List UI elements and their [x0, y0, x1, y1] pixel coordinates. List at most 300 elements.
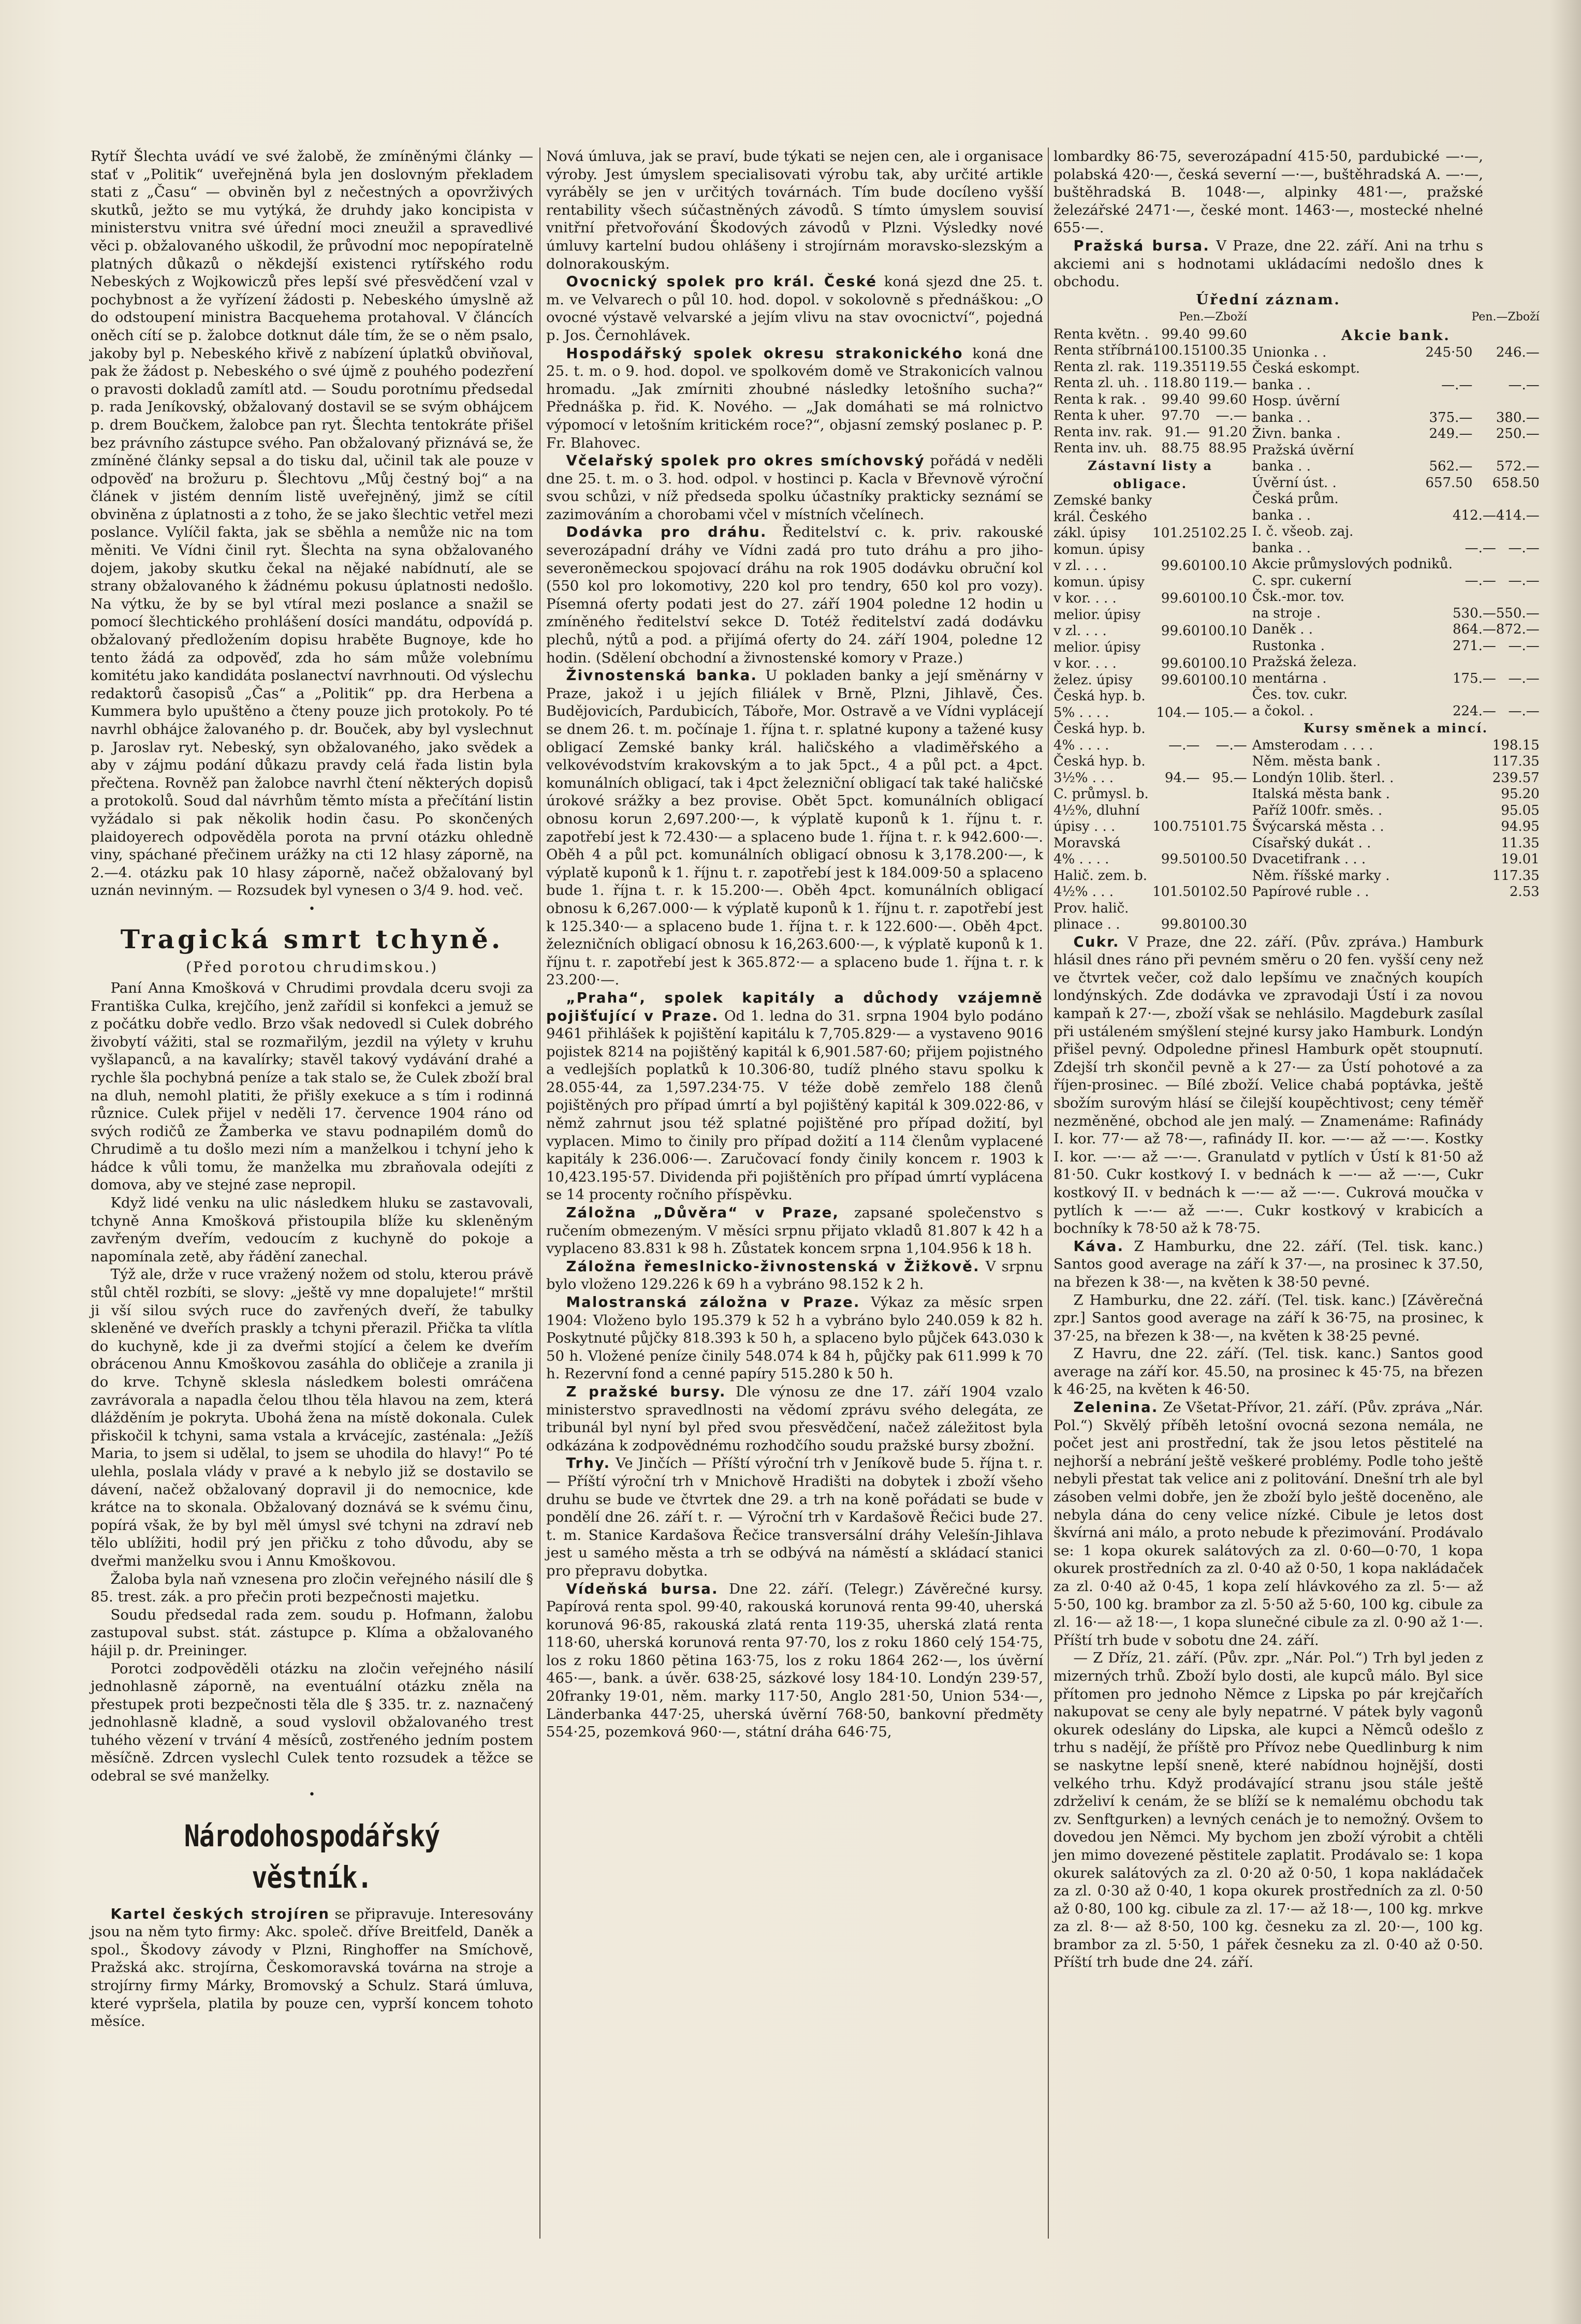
table-cell-label: Daněk . .	[1252, 622, 1313, 638]
table-cell-label: Renta stříbrná	[1053, 343, 1153, 359]
news-item	[1053, 237, 1483, 291]
table-row	[1252, 589, 1540, 606]
table-row	[1053, 607, 1247, 624]
table-cell-value	[1152, 575, 1199, 591]
table-row	[1252, 491, 1540, 508]
news-item	[546, 1293, 1043, 1383]
item-text: zapsané společenstvo s ručením obmezeným. V měsíci srpnu přijato vkladů 81.807 k 42 h a vyplaceno 83.831 k 98 h. Zůstatek koncem srpna 1,104.956 k 18 h.	[546, 1204, 1044, 1257]
table-cell-value: —.—	[1216, 737, 1247, 753]
paragraph	[91, 1905, 533, 2031]
table-cell-value	[1152, 493, 1199, 509]
table-row	[1053, 851, 1247, 868]
table-cell-value	[1199, 721, 1247, 738]
table-cell-value	[1199, 688, 1247, 705]
quotes-left	[1053, 308, 1247, 933]
table-row	[1053, 819, 1247, 835]
table-cell-label: banka . .	[1252, 540, 1311, 556]
table-row	[1053, 623, 1247, 640]
table-cell-value: 572.—	[1496, 459, 1540, 475]
table-row	[1252, 508, 1540, 524]
table-cell-value: 100.15	[1152, 343, 1200, 359]
item-text: Výkaz za měsíc srpen 1904: Vloženo bylo 195.379 k 52 h a vybráno bylo 240.059 k 82 h. Poskytnuté půjčky 818.393 k 50 h, a splaceno bylo půjček 643.030 k 50 h. Vložené peníze činily 548.074 k 84 h, půjčky pak 611.999 k 70 h. Rezervní fond a cenné papíry 515.280 k 50 h.	[546, 1294, 1044, 1382]
table-cell-label: v zl. . . .	[1053, 623, 1107, 639]
table-cell-value: 657.50	[1425, 475, 1473, 491]
news-item	[1053, 933, 1483, 1238]
table-cell-value: —.—	[1508, 377, 1540, 393]
paragraph: Když lidé venku na ulic následkem hluku se zastavovali, tchyně Anna Kmošková přistoupila blíže ku skleněným zavřeným dveřím, vedoucím z kuchyně do pokoje a napomínala zetě, aby řádění zanechal.	[91, 1195, 533, 1265]
table-cell-label: Renta inv. rak.	[1053, 424, 1153, 440]
item-heading: Ovocnický spolek pro král. České	[566, 273, 877, 290]
table-cell-value: —.—	[1216, 408, 1247, 424]
news-item	[546, 1580, 1043, 1741]
item-heading: Kartel českých strojíren	[110, 1905, 330, 1922]
table-row	[1053, 721, 1247, 738]
table-cell-label: plinace . .	[1053, 917, 1120, 933]
table-cell-value	[1152, 721, 1199, 738]
table-subheading: Zástavní listy a obligace.	[1088, 458, 1213, 491]
table-row	[1053, 424, 1247, 441]
item-text: Ze Všetat-Přívor, 21. září. (Pův. zpráva „Nár. Pol.“) Skvělý příběh letošní ovocná sezona nemála, ne počet jest ani prostřední, tak že jsou letos pěstitelé na nejhorší a nebrání ještě veškeré problémy. Podle toho ještě nebyli přestat tak velice ani z politování. Dnešní trh ale byl zásoben velmi dobře, jen že zboží bylo ještě doceněno, ale nebyla dána do ceny velice nízké. Cibule je letos dost škvírná ani málo, a proto nebude k přezimování. Prodávalo se: 1 kopa okurek salátových za zl. 0·60—0·70, 1 kopa okurek prostředních za zl. 0·40 až 0·50, 1 kopa nakládaček za zl. 0·40 až 0·45, 1 kopa zelí hlávkového za zl. 5·— až 5·50, 100 kg. brambor za zl. 5·50 až 5·60, 100 kg. cibule za zl. 16·— až 18·—, 1 kopa slunečné cibule za zl. 0·90 až 1·—. Příští trh bude v sobotu dne 24. září.	[1053, 1399, 1483, 1649]
table-row	[1053, 884, 1247, 901]
table-row	[1252, 884, 1540, 901]
table-row	[1252, 638, 1540, 655]
table-row	[1053, 672, 1247, 689]
table-row	[1053, 343, 1247, 359]
table-cell-value: —.—	[1508, 540, 1540, 556]
table-cell-label: I. č. všeob. zaj.	[1252, 524, 1354, 540]
table-row	[1053, 786, 1247, 803]
table-cell-label: Akcie průmyslových podniků.	[1252, 556, 1453, 572]
table-cell-label: banka . .	[1252, 459, 1311, 475]
table-row	[1053, 542, 1247, 558]
table-cell-value: 2.53	[1509, 884, 1540, 900]
table-cell-label: C. spr. cukerní	[1252, 572, 1352, 589]
news-item	[546, 273, 1043, 344]
table-cell-label: Paříž 100fr. směs. .	[1252, 802, 1383, 818]
table-row	[1053, 901, 1247, 917]
paragraph: Z Hamburku, dne 22. září. (Tel. tisk. kanc.) [Závěrečná zpr.] Santos good average na září k 36·75, na prosinec, k 37·25, na březen k 38·—, na květen k 38·25 pevné.	[1053, 1291, 1483, 1344]
paragraph: Týž ale, drže v ruce vražený nožem od stolu, kterou právě stůl chtěl rozbíti, se slovy: „ještě vy mne dopalujete!“ mrštil ji vší silou svých ruce do zavřených dveří, že tabulky skleněné ve dveřích praskly a tchyni přerazil. Přička ta vlítla do kuchyně, kde ji za dveřmi stojící a čelem ke dveřím obrácenou Annu Kmoškovou zasáhla do obličeje a zranila ji do krve. Tchyně sklesla následkem bolesti omráčena zavrávorala a napadla čelou tlhou těla hlavou na zem, která dlážděním je pokryta. Ubohá žena na místě dokonala. Culek přiskočil k tchyni, sama vstala a krvácejíc, zasténala: „Ježíš Maria, to jsem si udělal, to jsem se uhodila do hlavy!“ Po té ulehla, poslala vlády v pravé a k nebylo již se dostavilo se dávení, načež obžalovaný dopravil ji do nemocnice, kde krátce na to skonala. Obžalovaný doznává se k svému činu, popírá však, že by byl měl úmysl své tchyni na zdraví neb tělo ublížiti, hodil prý jen přičku z toho důvodu, aby se dveřmi manželku svou i Annu Kmoškovou.	[91, 1266, 533, 1569]
item-heading: Záložna „Důvěra“ v Praze,	[566, 1204, 840, 1222]
table-cell-value	[1199, 868, 1247, 885]
item-heading: Hospodářský spolek okresu strakonického	[566, 345, 963, 362]
table-cell-value: 271.—	[1453, 638, 1496, 654]
table-cell-label: Zemské banky	[1053, 493, 1152, 509]
table-row	[1252, 851, 1540, 868]
item-heading: Trhy.	[566, 1455, 611, 1472]
article-title: Tragická smrt tchyně.	[120, 923, 504, 954]
table-cell-value	[1152, 803, 1199, 819]
table-row	[1252, 671, 1540, 687]
table-cell-value: 550.—	[1496, 605, 1540, 621]
table-cell-label: Halič. zem. b.	[1053, 867, 1148, 884]
table-cell-value	[1406, 443, 1472, 459]
table-cell-value: 100.75	[1152, 819, 1200, 835]
table-row	[1252, 819, 1540, 835]
table-cell-value: 100.50	[1199, 851, 1247, 867]
table-cell-value: 250.—	[1496, 426, 1540, 442]
table-cell-value	[1199, 493, 1247, 509]
table-row	[1053, 868, 1247, 885]
page-edge-shadow	[1550, 0, 1581, 2324]
table-cell-value: 95.20	[1501, 786, 1540, 802]
table-cell-value	[1199, 835, 1247, 852]
table-cell-value: 99.60	[1161, 656, 1200, 672]
table-cell-value: 19.01	[1501, 851, 1540, 867]
table-cell-value: 100.10	[1199, 672, 1247, 688]
table-cell-label: Renta inv. uh.	[1053, 440, 1147, 457]
table-cell-value: 104.—	[1156, 704, 1200, 720]
table-cell-label: a čokol. .	[1252, 703, 1314, 719]
item-heading: Vídeňská bursa.	[566, 1580, 719, 1597]
table-cell-value: 414.—	[1496, 507, 1540, 523]
table-cell-value	[1199, 640, 1247, 656]
table-cell-value: 119.—	[1203, 375, 1247, 391]
table-cell-label: Papírové ruble . .	[1252, 884, 1369, 900]
paragraph: Žaloba byla naň vznesena pro zločin veřejného násilí dle § 85. trest. zák. a pro přečin proti bezpečnosti majetku.	[91, 1570, 533, 1606]
table-cell-value: 100.10	[1199, 558, 1247, 574]
news-item	[546, 989, 1043, 1204]
table-cell-value	[1453, 491, 1496, 508]
table-cell-value	[1496, 654, 1540, 671]
table-cell-label: melior. úpisy	[1053, 607, 1141, 623]
item-text: Ředitelství c. k. priv. rakouské severozápadní dráhy ve Vídni zadá pro tuto dráhu a pro jiho-severoněmeckou spojovací dráhu na rok 1905 dodávku obruční kol (550 kol pro lokomotivy, 220 kol pro tendry, 650 kol pro vozy). Písemná oferty podati jest do 27. září 1904 poledne 12 hodin u zmíněného ředitelství sekce D. Totéž ředitelství zadá dodávku plechů, nýtů a pod. a přijímá oferty do 24. září 1904, poledne 12 hodin. (Sdělení obchodní a živnostenské komory v Praze.)	[546, 524, 1044, 666]
table-row	[1252, 687, 1540, 703]
table-cell-value: —.—	[1508, 638, 1540, 654]
table-cell-value: 99.60	[1208, 326, 1247, 342]
table-cell-label: mentárna .	[1252, 670, 1327, 686]
news-item	[546, 1204, 1043, 1258]
table-row	[1252, 556, 1540, 573]
paragraph: Nová úmluva, jak se praví, bude týkati se nejen cen, ale i organisace výroby. Jest úmyslem specialisovati výrobu tak, aby určité artikle vyráběly se jen v určitých továrnách. Tím bude docíleno vyšší rentability všech súčastněných závodů. S tímto úmyslem souvisí vnitřní přetvořování Škodových závodů v Plzni. Výsledky nové úmluvy kartelní budou ohlášeny i strojírnám moravsko-slezským a dolnorakouským.	[546, 148, 1043, 272]
table-cell-value	[1199, 901, 1247, 917]
table-cell-label: Prov. halič.	[1053, 900, 1129, 916]
table-cell-value: 658.50	[1492, 475, 1540, 491]
news-item	[1053, 1238, 1483, 1291]
table-cell-value: 102.50	[1199, 884, 1247, 900]
table-cell-value	[1199, 607, 1247, 624]
table-cell-label: 4% . . . .	[1053, 851, 1109, 867]
item-text: Dle výnosu ze dne 17. září 1904 vzalo ministerstvo spravedlnosti na vědomí zprávu svého delegáta, ze tribunál byl nyní byl před svou přesvědčení, načež záležitost byla odkázána k zodpovědnému rozhodčího soudu pražské bursy zbožní.	[546, 1383, 1043, 1454]
table-cell-value: 95.05	[1501, 802, 1540, 818]
table-row	[1252, 754, 1540, 770]
table-cell-label: Česká hyp. b.	[1053, 721, 1146, 737]
table-cell-value	[1496, 589, 1540, 606]
news-item	[1053, 1399, 1483, 1649]
table-cell-label: melior. úpisy	[1053, 639, 1141, 655]
table-cell-label: Renta květn. .	[1053, 326, 1149, 342]
item-heading: Káva.	[1073, 1238, 1124, 1255]
table-cell-label: 5% . . . .	[1053, 704, 1109, 720]
table-cell-value	[1472, 393, 1539, 410]
paragraph: Soudu předsedal rada zem. soudu p. Hofmann, žalobu zastupoval subst. stát. zástupce p. Klíma a obžalovaného hájil p. dr. Preininger.	[91, 1606, 533, 1659]
table-row	[1252, 573, 1540, 590]
table-cell-label: Renta k rak. .	[1053, 391, 1146, 407]
table-row	[1053, 754, 1247, 770]
table-cell-value: 118.80	[1152, 375, 1200, 391]
table-cell-value: 239.57	[1492, 770, 1540, 786]
table-cell-value: 562.—	[1429, 459, 1473, 475]
table-row	[1252, 786, 1540, 803]
table-cell-value: 198.15	[1492, 737, 1540, 753]
table-cell-value: 100.10	[1199, 623, 1247, 639]
table-row	[1053, 803, 1247, 819]
table-cell-label: Pražská úvěrní	[1252, 442, 1354, 458]
table-cell-label: Švýcarská města . .	[1252, 819, 1384, 835]
item-heading: „Praha“, spolek kapitály a důchody vzájemně pojišťující v Praze.	[546, 989, 1043, 1024]
table-cell-value	[1496, 687, 1540, 703]
table-subheading: Kursy směnek a mincí.	[1304, 720, 1488, 736]
table-cell-value: 11.35	[1501, 835, 1540, 851]
table-row	[1252, 410, 1540, 426]
table-cell-value: 249.—	[1429, 426, 1473, 442]
table-row	[1252, 738, 1540, 754]
item-heading: Malostranská záložna v Praze.	[566, 1294, 860, 1311]
table-cell-label: komun. úpisy	[1053, 574, 1145, 590]
table-cell-label: Unionka . .	[1252, 344, 1327, 360]
table-cell-label: 4½%, dluhní	[1053, 802, 1140, 818]
table-cell-label: C. průmysl. b.	[1053, 786, 1149, 802]
table-cell-value	[1496, 524, 1540, 540]
table-cell-value: 100.35	[1199, 343, 1247, 359]
item-heading: Včelařský spolek pro okres smíchovský	[566, 452, 925, 469]
table-cell-value	[1199, 542, 1247, 558]
item-text: V Praze, dne 22. září. Ani na trhu s akciemi ani s hodnotami ukládacími nedošlo dnes k obchodu.	[1053, 237, 1483, 290]
separator-star: •	[309, 1788, 315, 1801]
table-row	[1053, 738, 1247, 754]
table-cell-value	[1406, 393, 1472, 410]
table-row	[1053, 375, 1247, 392]
table-row	[1053, 440, 1247, 457]
table-subheading: Akcie bank.	[1341, 327, 1451, 344]
table-cell-label: v zl. . . .	[1053, 558, 1107, 574]
table-row	[1053, 359, 1247, 376]
table-cell-value: 117.35	[1492, 754, 1540, 770]
table-cell-value: —.—	[1508, 670, 1540, 686]
item-heading: Z pražské bursy.	[566, 1383, 726, 1400]
table-row	[1053, 408, 1247, 424]
table-row	[1252, 443, 1540, 459]
table-cell-value: —.—	[1441, 377, 1473, 393]
table-cell-label: v kor. . . .	[1053, 591, 1117, 607]
table-row	[1053, 327, 1247, 343]
table-row	[1252, 835, 1540, 852]
table-row	[1053, 591, 1247, 607]
table-cell-label: banka . .	[1252, 409, 1311, 425]
table-cell-label: Něm. říšské marky .	[1252, 867, 1390, 884]
table-row	[1252, 606, 1540, 622]
table-cell-value: 91.20	[1208, 424, 1247, 440]
table-cell-label: Rustonka .	[1252, 638, 1325, 654]
table-row	[1252, 426, 1540, 443]
table-cell-value	[1472, 361, 1539, 377]
news-item	[546, 1454, 1043, 1580]
table-cell-value: 91.—	[1165, 424, 1200, 440]
section-title: Národohospodářský věstník.	[184, 1818, 440, 1895]
column-3	[1053, 148, 1540, 2259]
paragraph: Paní Anna Kmošková v Chrudimi provdala dceru svoji za Františka Culka, krejčího, jenž zařídil si konfekci a jemuž se z počátku dobře vedlo. Brzo však nedovedl si Culek dobrého živobytí vážiti, stal se rozmařilým, jezdil na výlety v kruhu vyšlapanců, a na kavalírky; stavěl takový vydávání drahé a rychle šla pochybná peníze a tak stalo se, že Culek zboží bral na dluh, nemohl platiti, že přišly exekuce a s tím i rodinná různice. Culek přijel v neděli 17. července 1904 ráno od svých rodičů ze Žamberka ve stavu podnapilém domů do Chrudimě a tu došlo mezi ním a manželkou i tchyní jeho k hádce k vůli tomu, že manželka mu zbraňovala odejíti z domova, aby ve stejné zase nepropil.	[91, 979, 533, 1194]
table-cell-value: 375.—	[1429, 409, 1473, 425]
table-cell-label: Moravská	[1053, 835, 1121, 851]
table-cell-value	[1472, 443, 1539, 459]
table-cell-value: 99.40	[1161, 391, 1200, 407]
table-cell-value	[1453, 589, 1496, 606]
table-row	[1053, 392, 1247, 408]
table-cell-label: Pražská železa.	[1252, 654, 1357, 670]
table-cell-value	[1496, 556, 1540, 573]
table-row	[1252, 703, 1540, 720]
table-cell-label: Amsterodam . . . .	[1252, 737, 1373, 753]
table-cell-label: Renta zl. uh. .	[1053, 375, 1148, 391]
table-row	[1053, 525, 1247, 542]
table-cell-label: úpisy . . .	[1053, 819, 1116, 835]
item-text: V srpnu bylo vloženo 129.226 k 69 h a vybráno 98.152 k 2 h.	[546, 1258, 1043, 1293]
table-row	[1053, 558, 1247, 575]
column-rule-1	[539, 148, 540, 2239]
table-row	[1252, 622, 1540, 638]
paragraph: — Z Dříz, 21. září. (Pův. zpr. „Nár. Pol.“) Trh byl jeden z mizerných trhů. Zboží bylo dosti, ale kupců málo. Byl sice přítomen pro jednoho Němce z Lipska po pár krejčařích nakupovat se ceny ale byly nepatrné. V pátek byly vagonů okurek odeslány do Lipska, ale kupci a Němců odešlo z trhu s nadějí, že příště pro Přívoz nebe Quedlinburg k nim se naskytne lepší sneně, které nabídnou hojnější, dosti velkého trhu. Když prodávající stranu jsou stále ještě zdrželiví k cenám, že se blíží se k nemalému obchodu tak zv. Senftgurken) a levných cenách je to nemožný. Ovšem to dovedou jen Němci. My bychom jen zboží výrobit a chtěli jen mimo dovezené pěstitele zaplatit. Prodávalo se: 1 kopa okurek salátových za zl. 0·20 až 0·50, 1 kopa nakládaček za zl. 0·30 až 0·40, 1 kopa okurek prostředních za zl. 0·50 až 0·80, 100 kg. cibule za zl. 17·— až 18·—, 100 kg. mrkve za zl. 8·— až 8·50, 100 kg. česneku za zl. 20·—, 100 kg. brambor za zl. 5·50, 1 pářek česneku za zl. 0·40 až 0·50. Příští trh bude dne 24. září.	[1053, 1650, 1483, 1971]
table-cell-value	[1453, 556, 1496, 573]
table-cell-value: 99.80	[1161, 917, 1200, 933]
table-row	[1252, 803, 1540, 819]
table-cell-label: Čes. tov. cukr.	[1252, 687, 1348, 703]
table-cell-value: —.—	[1508, 572, 1540, 589]
table-cell-label: Živn. banka .	[1252, 426, 1341, 442]
table-row	[1252, 475, 1540, 492]
table-cell-value: 380.—	[1496, 409, 1540, 425]
quotes-right	[1252, 308, 1540, 933]
table-cell-label: Renta k uher.	[1053, 408, 1145, 424]
table-row	[1053, 575, 1247, 591]
table-cell-label: Hosp. úvěrní	[1252, 393, 1340, 409]
table-row	[1252, 459, 1540, 475]
news-item	[546, 1383, 1043, 1454]
table-cell-value: 99.40	[1161, 326, 1200, 342]
column-2	[546, 148, 1043, 2259]
table-row	[1053, 688, 1247, 705]
table-cell-value: 88.95	[1208, 440, 1247, 457]
table-row	[1053, 705, 1247, 722]
table-cell-value: —.—	[1168, 737, 1200, 753]
item-text: koná sjezd dne 25. t. m. ve Velvarech o půl 10. hod. dopol. v sokolovně s přednáškou: „O ovocné výstavě velvarské a jejím vlivu na stav ovocnictví“, pojedná p. Jos. Černohlávek.	[546, 273, 1043, 344]
table-cell-value	[1152, 835, 1199, 852]
table-cell-value: 246.—	[1496, 344, 1540, 360]
table-cell-value: 101.25	[1152, 525, 1200, 541]
item-heading: Cukr.	[1073, 933, 1120, 950]
table-row	[1252, 393, 1540, 410]
table-cell-value	[1453, 524, 1496, 540]
table-cell-value: 102.25	[1199, 525, 1247, 541]
table-cell-value	[1152, 786, 1199, 803]
table-header: Pen.—Zboží	[1471, 311, 1540, 324]
table-cell-label: Císařský dukát . .	[1252, 835, 1371, 851]
table-cell-value	[1199, 575, 1247, 591]
table-cell-value	[1453, 687, 1496, 703]
table-cell-value	[1152, 509, 1199, 526]
table-cell-value: 97.70	[1161, 408, 1200, 424]
table-cell-value: 99.60	[1161, 558, 1200, 574]
table-cell-value: 94.95	[1501, 819, 1540, 835]
table-cell-label: 4% . . . .	[1053, 737, 1109, 753]
table-cell-value	[1152, 754, 1199, 770]
table-cell-value	[1152, 607, 1199, 624]
table-cell-value: 101.75	[1199, 819, 1247, 835]
table-cell-value: 99.60	[1161, 591, 1200, 607]
paragraph: Z Havru, dne 22. září. (Tel. tisk. kanc.) Santos good average na září kor. 45.50, na prosinec k 45·75, na březen k 46·25, na květen k 46·50.	[1053, 1345, 1483, 1398]
item-text: U pokladen banky a její směnárny v Praze, jakož i u jejích filiálek v Brně, Plzni, Jihlavě, Čes. Budějovicích, Pardubicích, Táboře, Mor. Ostravě a ve Vídni vyplácejí se dnem 26. t. m. počínaje 1. října t. r. splatné kupony a tažené kusy obligací Zemské banky král. haličského a vladiměřského a velkovévodstvím krakovským a to jak 5pct., 4 a půl pct. a 4pct. komunálních obligací, tak i 4pct železniční obligací tak také haličské úrokové srážky a bez provise. Obět 5pct. komunálních obligací obnosu korun 2,697.200·—, k výplatě kuponů k 1. říjnu t. r. zapotřebí jest k 72.430·— a splaceno bude 1. října t. r. k 942.600·—. Oběh 4 a půl pct. komunálních obligací obnosu k 3,178.200·—, k výplatě kuponů k 1. říjnu t. r. zapotřebí jest k 184.009·50 a splaceno bude 1. října t. r. k 15.200·—. Oběh 4pct. komunálních obligací obnosu k 6,267.000·— k výplatě kuponů k 1. říjnu t. r. zapotřebí jest k 125.340·— a splaceno bude 1. října t. r. k 122.600·—. Oběh 4pct. železničních obligací obnosu k 16,263.600·—, k výplatě kuponů k 1. říjnu t. r. zapotřebí jest k 365.872·— a splaceno bude 1. října t. r. k 23.200·—.	[546, 667, 1043, 989]
table-cell-value: 119.55	[1199, 359, 1247, 375]
table-cell-label: Renta zl. rak.	[1053, 359, 1145, 375]
table-row	[1053, 509, 1247, 526]
table-cell-label: banka . .	[1252, 507, 1311, 523]
article-subtitle: (Před porotou chrudimskou.)	[186, 958, 438, 976]
table-cell-value	[1406, 361, 1472, 377]
quotes-table	[1053, 493, 1247, 933]
table-row	[1252, 770, 1540, 787]
table-cell-value: 100.30	[1199, 917, 1247, 933]
column-1	[91, 148, 533, 2259]
item-text: Z Hamburku, dne 22. září. (Tel. tisk. kanc.) Santos good average na září k 37·—, na prosinec k 37.50, na březen k 38·—, na květen k 38·50 pevné.	[1053, 1238, 1483, 1290]
table-cell-value: 119.35	[1152, 359, 1200, 375]
table-cell-label: v kor. . . .	[1053, 656, 1117, 672]
table-cell-label: král. Českého	[1053, 509, 1147, 525]
table-row	[1252, 868, 1540, 885]
table-cell-value: 99.60	[1161, 672, 1200, 688]
quotes-table	[1053, 327, 1247, 457]
table-cell-value: 94.—	[1165, 770, 1200, 786]
item-text: pořádá v neděli dne 25. t. m. o 3. hod. odpol. v hostinci p. Kacla v Břevnově výroční svou schůzi, v níž předseda spolku účastníky prakticky seznámí se zazimováním a chorobami včel v místních včelínech.	[546, 452, 1043, 523]
table-cell-value	[1453, 654, 1496, 671]
table-cell-value: 412.—	[1453, 507, 1496, 523]
item-text: se připravuje. Interesovány jsou na něm tyto firmy: Akc. společ. dříve Breitfeld, Daněk a spol., Škodovy závody v Plzni, Ringhoffer na Smíchově, Pražská akc. strojírna, Českomoravská továrna na stroje a strojírny firmy Márky, Bromovský a Schulz. Stará úmluva, které vypršela, platila by pouze cen, vyprší koncem tohoto měsíce.	[91, 1905, 533, 2030]
table-cell-label: Česká hyp. b.	[1053, 754, 1146, 770]
table-cell-label: želez. úpisy	[1053, 672, 1133, 688]
table-cell-value: 99.60	[1161, 623, 1200, 639]
table-cell-value	[1199, 509, 1247, 526]
table-cell-value: 95.—	[1212, 770, 1247, 786]
table-cell-label: 4½% . . .	[1053, 884, 1114, 900]
table-cell-label: 3½% . . .	[1053, 770, 1114, 786]
news-item	[546, 1258, 1043, 1293]
table-cell-value: 100.10	[1199, 591, 1247, 607]
paragraph: Porotci zodpověděli otázku na zločin veřejného násilí jednohlasně záporně, na eventuální otázku zněla na přestupek proti bezpečnosti těla dle § 335. tr. z. naznačený jednohlasně kladně, a soud vyslovil obžalovaného trest tuhého vězení v trvání 4 měsíců, zostřeného jedním postem měsíčně. Zdrcen vyslechl Culek tento rozsudek a těžce se odebral se své manželky.	[91, 1660, 533, 1785]
table-cell-label: Něm. města bank .	[1252, 754, 1381, 770]
table-cell-value: 88.75	[1161, 440, 1200, 457]
table-row	[1252, 361, 1540, 377]
table-cell-label: zákl. úpisy	[1053, 525, 1126, 541]
paragraph: lombardky 86·75, severozápadní 415·50, pardubické —·—, polabská 420·—, česká severní —·—, buštěhradská A. —·—, buštěhradská B. 1048·—, alpinky 481·—, pražské železářské 2471·—, české mont. 1463·—, mostecké nhelné 655·—.	[1053, 148, 1483, 237]
table-cell-value: 245·50	[1425, 344, 1473, 360]
news-item	[546, 667, 1043, 989]
table-cell-label: komun. úpisy	[1053, 541, 1145, 557]
table-cell-value	[1152, 688, 1199, 705]
table-cell-value: —.—	[1465, 572, 1496, 589]
quotes-table	[1252, 491, 1540, 719]
separator-star: •	[309, 902, 315, 916]
table-cell-value	[1152, 640, 1199, 656]
table-cell-label: Londýn 10lib. šterl. .	[1252, 770, 1394, 786]
table-row	[1053, 656, 1247, 672]
news-item	[546, 452, 1043, 523]
table-cell-value	[1199, 803, 1247, 819]
table-cell-value	[1199, 786, 1247, 803]
table-row	[1053, 835, 1247, 852]
item-heading: Zelenina.	[1073, 1399, 1159, 1416]
item-heading: Pražská bursa.	[1073, 237, 1210, 254]
table-cell-value: 100.10	[1199, 656, 1247, 672]
article-continuation: Rytíř Šlechta uvádí ve své žalobě, že zmíněnými články — stať v „Politik“ uveřejněná byla jen doslovným překladem stati z „Času“ — obviněn byl z nečestných a opovrživých skutků, ježto se mu vytýká, že druhdy jako koncipista v ministerstvu vnitra své úřední moci zneužil a spravedlivé věci p. obžalovaného uškodil, že průvodní moc nepopíratelně platných důkazů o někdejší existenci rytířského rodu Nebeských z Wojkowiczů přes lepší své přesvědčení vzal v pochybnost a že vyřízení žádosti p. Nebeského úmyslně až do odstoupení ministra Bacquehema protahoval. V článcích oněch cítí se p. žalobce dotknut dále tím, že se o něm psalo, jakoby byl p. Nebeského křivě z nabízení úplatků obviňoval, pak že žádost p. Nebeského o své újmě z pouhého podezření o pravosti dokladů zamítl atd. — Soudu porotnímu předsedal p. rada Jeníkovský, obžalovaný dostavil se se svým obhájcem p. drem Boučkem, žalobce pan ryt. Šlechta tentokráte přišel bez právního zástupce svého. Pan obžalovaný přiznává se, že zmíněné články sepsal a do tisku dal, učinil tak ale pouze v odpověď na brožuru p. Šlechtovu „Můj čestný boj“ a na článek v jistém denním listě uveřejněný, jimž se cítil obviněna z úplatnosti a z toho, že se jako šlechtic vetřel mezi poslance. Vylíčil fakta, jak se sběhla a nemůže nic na tom měniti. Ve Vídni činil ryt. Šlechta na syna obžalovaného dojem, jakoby skutku čekal na nějaké nabídnutí, ale se strany obžalovaného k žádnému pokusu úplatnosti nedošlo. Na výtku, že by se byl vtíral mezi poslance a snažil se pomocí šlechtického prohlášení dosíci mandátu, odpovídá p. obžalovaný předložením dopisu hraběte Bugnoye, kde ho tento žádá za odpověď, zda ho sám může volebnímu komitétu jako kandidáta poslanectví navrhnouti. Od výslechu redaktorů časopisů „Čas“ a „Politik“ pp. dra Herbena a Kummera bylo upuštěno a čteny pouze jich protokoly. Po té navrhl obhájce žalovaného p. dr. Bouček, aby byl vyslechnut p. Jaroslav ryt. Nebeský, syn obžalovaného, jako svědek a aby v zájmu podání důkazu pravdy celá řada listin byla přečtena. Rovněž pan žalobce navrhl čtení některých dopisů a protokolů. Soud dal návrhům těmto místa a přečítání listin vyžádalo si pak několik hodin času. Po skončených plaidoyerech odpověděla porota na první otázku ohledně viny, spáchané přečinem urážky na cti 12 hlasy záporně, na 2.—4. otázku pak 10 hlasy záporně, načež obžalovaný byl uznán nevinným. — Rozsudek byl vynesen o 3/4 9. hod. več.	[91, 148, 533, 899]
table-cell-value: 224.—	[1453, 703, 1496, 719]
